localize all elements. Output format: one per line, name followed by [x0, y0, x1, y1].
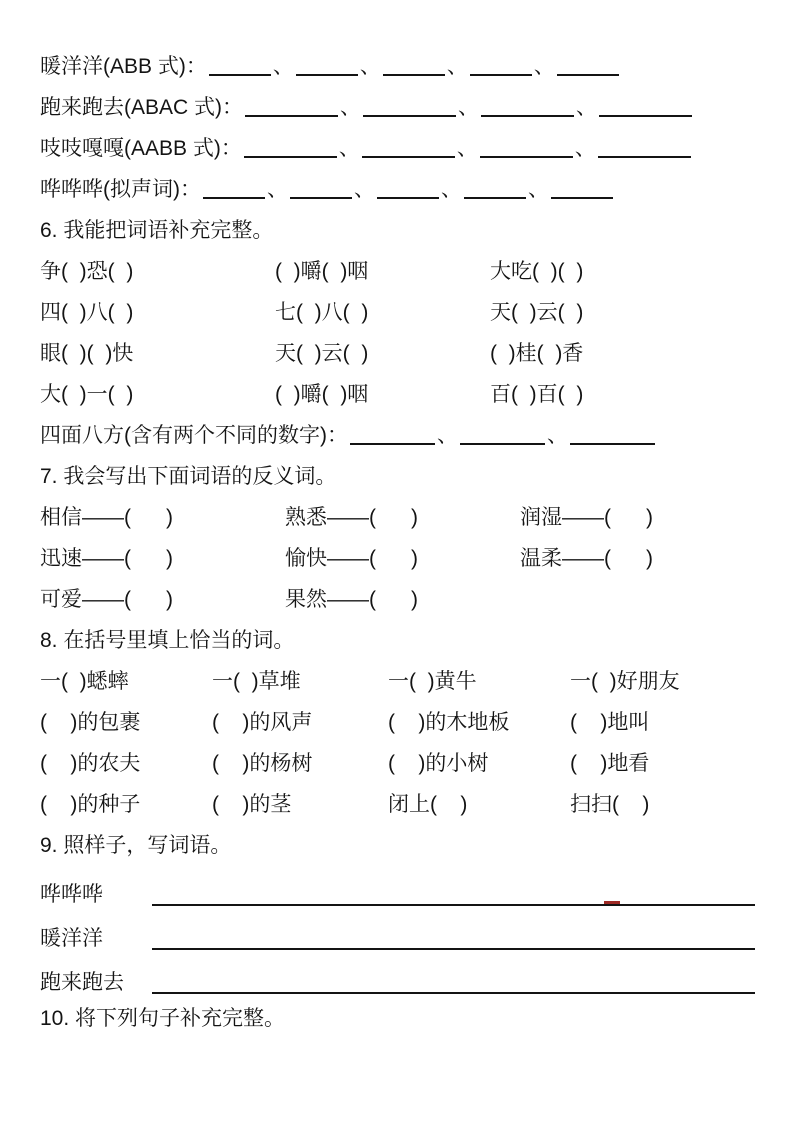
word-cell: 大( )一( ) — [40, 383, 134, 406]
phrase-cell: ( )的种子 — [40, 793, 141, 816]
fill-blank — [290, 181, 352, 199]
phrase-cell: 一( )草堆 — [212, 670, 301, 693]
antonym-cell: 果然——( ) — [285, 588, 418, 611]
fill-blank — [209, 58, 271, 76]
fill-blank — [296, 58, 358, 76]
q7-antonym-row — [40, 538, 755, 579]
blank-group: 、 、 、 — [243, 96, 694, 119]
q7-antonym-row — [40, 579, 755, 620]
phrase-cell: 一( )黄牛 — [388, 670, 477, 693]
q6-extra-label: 四面八方(含有两个不同的数字)： — [40, 424, 348, 447]
phrase-cell: ( )的杨树 — [212, 752, 313, 775]
phrase-cell: ( )地叫 — [570, 711, 650, 734]
phrase-cell: 闭上( ) — [388, 793, 468, 816]
fill-blank — [383, 58, 445, 76]
word-cell: ( )嚼( )咽 — [275, 383, 369, 406]
writing-line — [152, 874, 755, 906]
fill-blank — [244, 140, 337, 158]
phrase-cell: 扫扫( ) — [570, 793, 650, 816]
blank-group: 、 、 、 — [242, 137, 693, 160]
word-cell: ( )桂( )香 — [490, 342, 584, 365]
q8-phrase-row — [40, 743, 755, 784]
fill-blank — [363, 99, 456, 117]
word-cell: 七( )八( ) — [275, 301, 369, 324]
fill-blank — [480, 140, 573, 158]
word-cell: ( )嚼( )咽 — [275, 260, 369, 283]
word-cell: 眼( )( )快 — [40, 342, 134, 365]
fill-blank — [464, 181, 526, 199]
phrase-cell: ( )的小树 — [388, 752, 489, 775]
phrase-cell: ( )的包裹 — [40, 711, 141, 734]
word-cell: 四( )八( ) — [40, 301, 134, 324]
antonym-cell: 愉快——( ) — [285, 547, 418, 570]
q9-example-row — [40, 866, 755, 910]
word-pattern-line-abac — [40, 87, 755, 128]
fill-blank — [570, 427, 655, 445]
fill-blank — [362, 140, 455, 158]
word-cell: 天( )云( ) — [490, 301, 584, 324]
word-cell: 百( )百( ) — [490, 383, 584, 406]
fill-blank — [557, 58, 619, 76]
fill-blank — [350, 427, 435, 445]
phrase-cell: 一( )蟋蟀 — [40, 670, 129, 693]
q7-antonym-row — [40, 497, 755, 538]
red-mark — [604, 901, 620, 904]
q6-word-row — [40, 374, 755, 415]
phrase-cell: ( )的风声 — [212, 711, 313, 734]
word-pattern-label: 哗哗哗(拟声词)： — [40, 178, 201, 201]
q6-extra-line — [40, 415, 755, 456]
writing-line — [152, 962, 755, 994]
antonym-cell: 温柔——( ) — [520, 547, 653, 570]
antonym-cell: 相信——( ) — [40, 506, 173, 529]
question-7-heading: 7. 我会写出下面词语的反义词。 — [40, 465, 337, 488]
antonym-cell: 迅速——( ) — [40, 547, 173, 570]
antonym-cell: 可爱——( ) — [40, 588, 173, 611]
q8-phrase-row — [40, 661, 755, 702]
blank-group: 、 、 、 、 — [201, 178, 615, 201]
antonym-cell: 润湿——( ) — [520, 506, 653, 529]
word-pattern-label: 跑来跑去(ABAC 式)： — [40, 96, 244, 119]
word-pattern-label: 吱吱嘎嘎(AABB 式)： — [40, 137, 242, 160]
question-8-heading: 8. 在括号里填上恰当的词。 — [40, 629, 295, 652]
blank-group: 、 、 — [348, 424, 657, 447]
phrase-cell: ( )的农夫 — [40, 752, 141, 775]
phrase-cell: ( )地看 — [570, 752, 650, 775]
antonym-cell: 熟悉——( ) — [285, 506, 418, 529]
fill-blank — [599, 99, 692, 117]
fill-blank — [598, 140, 691, 158]
word-cell: 大吃( )( ) — [490, 260, 584, 283]
question-9-heading: 9. 照样子，写词语。 — [40, 834, 232, 857]
fill-blank — [245, 99, 338, 117]
q9-example-label: 哗哗哗 — [40, 883, 103, 906]
fill-blank — [551, 181, 613, 199]
q6-word-row — [40, 333, 755, 374]
word-cell: 天( )云( ) — [275, 342, 369, 365]
antonym-cell — [520, 579, 755, 620]
word-pattern-line-aabb — [40, 128, 755, 169]
phrase-cell: ( )的茎 — [212, 793, 292, 816]
fill-blank — [377, 181, 439, 199]
q9-example-row — [40, 954, 755, 998]
word-pattern-line-abb — [40, 46, 755, 87]
question-10-heading: 10. 将下列句子补充完整。 — [40, 1007, 286, 1030]
q6-word-row — [40, 251, 755, 292]
question-6-heading: 6. 我能把词语补充完整。 — [40, 219, 274, 242]
fill-blank — [460, 427, 545, 445]
q8-phrase-row — [40, 702, 755, 743]
q8-phrase-row — [40, 784, 755, 825]
word-pattern-label: 暖洋洋(ABB 式)： — [40, 55, 207, 78]
q9-example-label: 暖洋洋 — [40, 927, 103, 950]
word-cell: 争( )恐( ) — [40, 260, 134, 283]
writing-line — [152, 918, 755, 950]
phrase-cell: 一( )好朋友 — [570, 670, 680, 693]
phrase-cell: ( )的木地板 — [388, 711, 510, 734]
blank-group: 、 、 、 、 — [207, 55, 621, 78]
fill-blank — [481, 99, 574, 117]
q9-example-row — [40, 910, 755, 954]
fill-blank — [470, 58, 532, 76]
word-pattern-line-onomatopoeia — [40, 169, 755, 210]
q9-example-label: 跑来跑去 — [40, 971, 124, 994]
fill-blank — [203, 181, 265, 199]
q6-word-row — [40, 292, 755, 333]
